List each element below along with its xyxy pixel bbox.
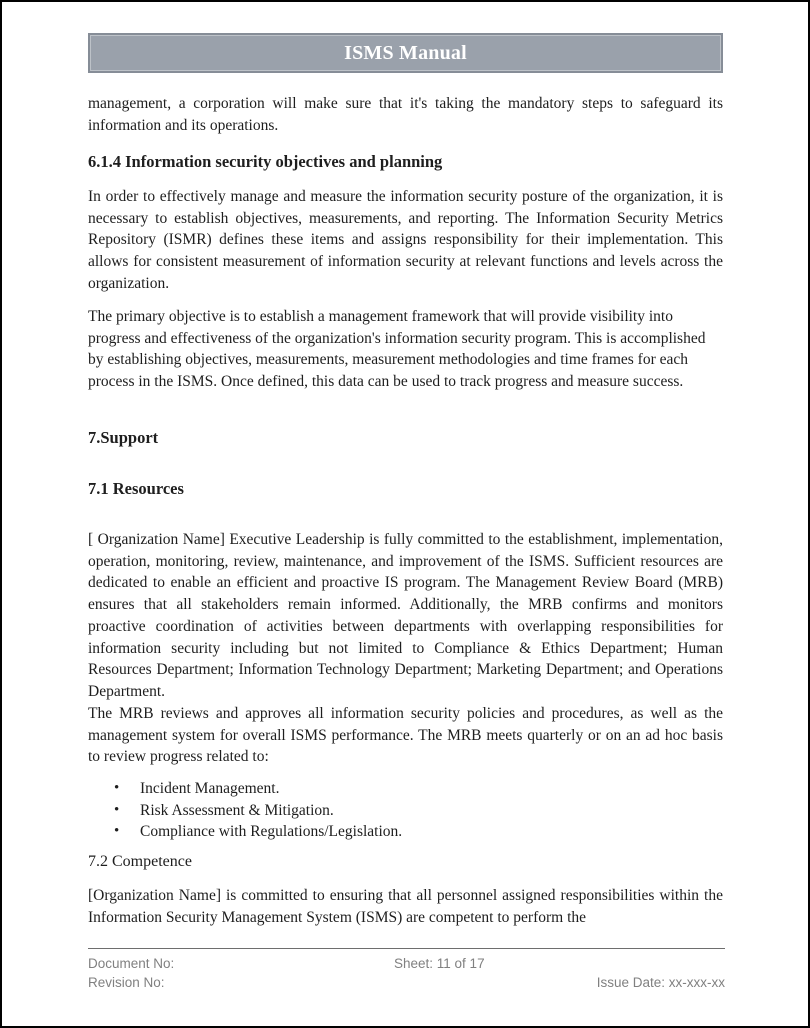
issue-date-label: Issue Date: xx-xxx-xx	[596, 975, 725, 990]
paragraph-primary-objective: The primary objective is to establish a management framework that will provide visibility into progress and effectiveness of the organization's information security program. This is accomplished by establishing objectives, measurements, measurement methodologies and time frames for each process in the ISMS. Once defined, this data can be used to track progress and measure success.	[88, 308, 706, 391]
footer-row-2	[88, 974, 725, 992]
mrb-review-topics-list	[88, 778, 723, 843]
sheet-number-label: Sheet: 11 of 17	[394, 956, 485, 971]
heading-7-support: 7.Support	[88, 428, 159, 447]
paragraph-continuation: management, a corporation will make sure that it's taking the mandatory steps to safeguard its information and its operations.	[88, 95, 723, 134]
header-banner	[88, 33, 723, 73]
bullet-icon: •	[114, 801, 120, 818]
paragraph-ismr: In order to effectively manage and measure the information security posture of the organization, it is necessary to establish objectives, measurements, and reporting. The Information Security Metrics Repository (ISMR) defines these items and assigns responsibility for their implementation. This allows for consistent measurement of information security at relevant functions and levels across the organization.	[88, 188, 723, 292]
list-item	[88, 778, 723, 800]
footer-row-1	[88, 955, 725, 973]
paragraph-competence: [Organization Name] is committed to ensuring that all personnel assigned responsibilities within the Information Security Management System (ISMS) are competent to perform the	[88, 887, 723, 926]
paragraph-leadership: [ Organization Name] Executive Leadership is fully committed to the establishment, implementation, operation, monitoring, review, maintenance, and improvement of the ISMS. Sufficient resources are dedicated to enable an efficient and proactive IS program. The Management Review Board (MRB) ensures that all stakeholders remain informed. Additionally, the MRB confirms and monitors proactive coordination of activities between departments with overlapping responsibilities for information security including but not limited to Compliance & Ethics Department; Human Resources Department; Information Technology Department; Marketing Department; and Operations Department.	[88, 531, 723, 700]
paragraph-mrb-reviews: The MRB reviews and approves all information security policies and procedures, as well as the management system for overall ISMS performance. The MRB meets quarterly or on an ad hoc basis to review progress related to:	[88, 705, 723, 766]
document-title: ISMS Manual	[344, 41, 467, 64]
list-item-label: Incident Management.	[140, 780, 280, 797]
heading-6-1-4: 6.1.4 Information security objectives and planning	[88, 152, 443, 171]
list-item	[88, 821, 723, 843]
list-item-label: Risk Assessment & Mitigation.	[140, 801, 334, 819]
bullet-icon: •	[114, 823, 120, 840]
heading-7-2-competence: 7.2 Competence	[88, 853, 192, 870]
footer-divider	[88, 948, 725, 949]
list-item	[88, 800, 723, 822]
bullet-icon: •	[114, 780, 120, 796]
heading-7-1-resources: 7.1 Resources	[88, 479, 184, 498]
list-item-label: Compliance with Regulations/Legislation.	[140, 823, 403, 841]
revision-no-label: Revision No:	[88, 975, 165, 990]
document-no-label: Document No:	[88, 956, 175, 971]
